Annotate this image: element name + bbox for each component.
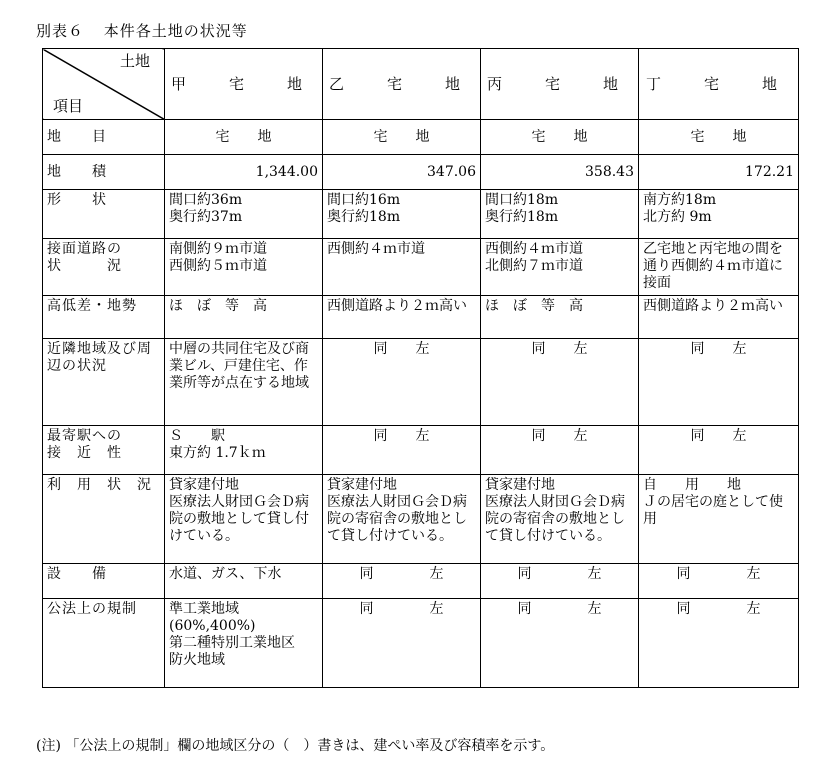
table-title bbox=[36, 20, 248, 41]
row-label: 最寄駅への 接 近 性 bbox=[43, 426, 165, 475]
table-cell: 宅 地 bbox=[165, 120, 323, 155]
row-label: 設 備 bbox=[43, 564, 165, 599]
table-cell: 358.43 bbox=[481, 155, 639, 190]
table-cell: 準工業地域 (60%,400%) 第二種特別工業地区 防火地域 bbox=[165, 599, 323, 688]
table-cell: 間口約36m 奥行約37m bbox=[165, 190, 323, 239]
row-label: 高低差・地勢 bbox=[43, 296, 165, 339]
table-cell: 同 左 bbox=[639, 564, 799, 599]
table-cell: 南方約18m 北方約 9m bbox=[639, 190, 799, 239]
table-cell: 中層の共同住宅及び商業ビル、戸建住宅、作業所等が点在する地域 bbox=[165, 339, 323, 426]
row-label: 利 用 状 況 bbox=[43, 475, 165, 564]
table-cell: 同 左 bbox=[639, 426, 799, 475]
table-row bbox=[43, 564, 799, 599]
table-cell: 同 左 bbox=[323, 564, 481, 599]
table-cell: 同 左 bbox=[481, 599, 639, 688]
table-cell: ほ ぼ 等 高 bbox=[481, 296, 639, 339]
table-cell: 宅 地 bbox=[323, 120, 481, 155]
row-label: 形 状 bbox=[43, 190, 165, 239]
row-label: 接面道路の 状 況 bbox=[43, 239, 165, 296]
table-cell: 自 用 地 Ｊの居宅の庭として使用 bbox=[639, 475, 799, 564]
table-cell: 間口約16m 奥行約18m bbox=[323, 190, 481, 239]
table-row bbox=[43, 239, 799, 296]
table-cell: 同 左 bbox=[481, 564, 639, 599]
row-label: 近隣地域及び周辺の状況 bbox=[43, 339, 165, 426]
table-caption: 本件各土地の状況等 bbox=[103, 22, 248, 40]
column-header: 丙 宅 地 bbox=[481, 49, 639, 120]
table-cell: 宅 地 bbox=[639, 120, 799, 155]
table-number: 別表６ bbox=[36, 22, 85, 40]
table-row bbox=[43, 475, 799, 564]
table-cell: ほ ぼ 等 高 bbox=[165, 296, 323, 339]
table-row bbox=[43, 426, 799, 475]
column-header: 丁 宅 地 bbox=[639, 49, 799, 120]
column-header: 甲 宅 地 bbox=[165, 49, 323, 120]
table-cell: 乙宅地と丙宅地の間を通り西側約４ｍ市道に接面 bbox=[639, 239, 799, 296]
table-cell: 同 左 bbox=[323, 426, 481, 475]
table-cell: 同 左 bbox=[323, 339, 481, 426]
table-cell: 間口約18m 奥行約18m bbox=[481, 190, 639, 239]
table-cell: Ｓ 駅 東方約 1.7ｋｍ bbox=[165, 426, 323, 475]
table-row bbox=[43, 599, 799, 688]
table-cell: 宅 地 bbox=[481, 120, 639, 155]
table-cell: 西側約４ｍ市道 北側約７ｍ市道 bbox=[481, 239, 639, 296]
table-cell: 172.21 bbox=[639, 155, 799, 190]
table-cell: 貸家建付地 医療法人財団Ｇ会Ｄ病院の寄宿舎の敷地として貸し付けている。 bbox=[481, 475, 639, 564]
table-cell: 同 左 bbox=[481, 426, 639, 475]
table-row bbox=[43, 120, 799, 155]
header-row bbox=[43, 49, 799, 120]
land-status-table bbox=[42, 48, 799, 688]
corner-top-label: 土地 bbox=[119, 52, 150, 70]
row-label: 公法上の規制 bbox=[43, 599, 165, 688]
row-label: 地 積 bbox=[43, 155, 165, 190]
table-cell: 1,344.00 bbox=[165, 155, 323, 190]
table-cell: 同 左 bbox=[639, 599, 799, 688]
column-header: 乙 宅 地 bbox=[323, 49, 481, 120]
table-row bbox=[43, 155, 799, 190]
table-cell: 同 左 bbox=[323, 599, 481, 688]
corner-header bbox=[43, 49, 165, 120]
table-cell: 347.06 bbox=[323, 155, 481, 190]
table-cell: 西側約４ｍ市道 bbox=[323, 239, 481, 296]
table-row bbox=[43, 296, 799, 339]
table-cell: 同 左 bbox=[481, 339, 639, 426]
table-cell: 貸家建付地 医療法人財団Ｇ会Ｄ病院の寄宿舎の敷地として貸し付けている。 bbox=[323, 475, 481, 564]
table-cell: 西側道路より２ｍ高い bbox=[639, 296, 799, 339]
table-cell: 南側約９ｍ市道 西側約５ｍ市道 bbox=[165, 239, 323, 296]
table-cell: 西側道路より２ｍ高い bbox=[323, 296, 481, 339]
row-label: 地 目 bbox=[43, 120, 165, 155]
table-cell: 水道、ガス、下水 bbox=[165, 564, 323, 599]
table-row bbox=[43, 339, 799, 426]
footnote: (注) 「公法上の規制」欄の地域区分の（ ）書きは、建ぺい率及び容積率を示す。 bbox=[36, 738, 555, 754]
corner-bottom-label: 項目 bbox=[53, 97, 84, 115]
table-row bbox=[43, 190, 799, 239]
table-cell: 貸家建付地 医療法人財団Ｇ会Ｄ病院の敷地として貸し付けている。 bbox=[165, 475, 323, 564]
table-cell: 同 左 bbox=[639, 339, 799, 426]
